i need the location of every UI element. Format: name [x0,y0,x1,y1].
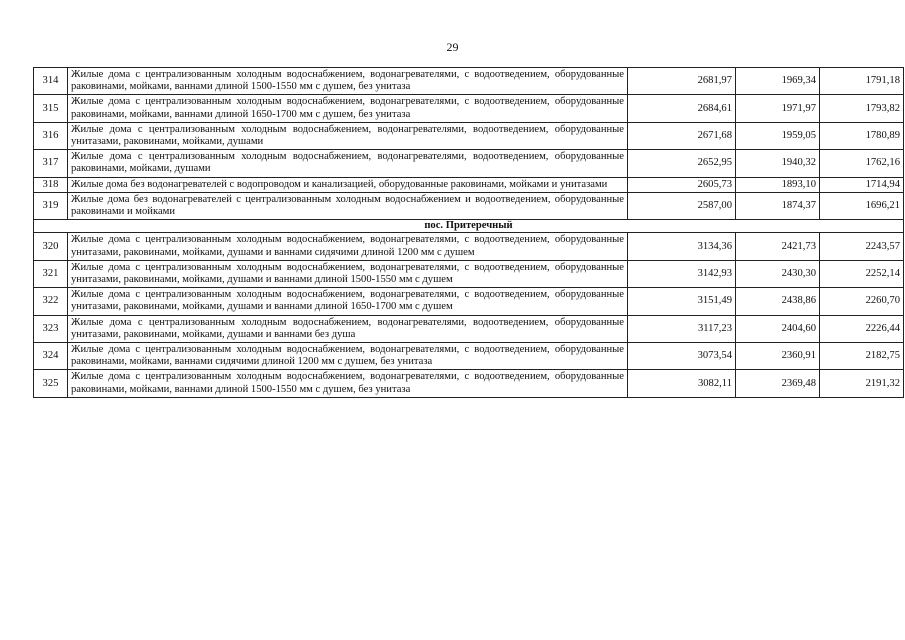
value-col-1: 2681,97 [628,68,736,95]
section-row [34,220,904,233]
value-col-2: 2421,73 [736,233,820,260]
table-row [34,122,904,149]
table-row [34,177,904,192]
value-col-3: 1793,82 [820,95,904,122]
row-description: Жилые дома без водонагревателей с централизованным холодным водоснабжением и водоотведением, оборудованные раковинами и мойками [68,192,628,219]
row-number: 324 [34,343,68,370]
table-body-top [34,68,904,220]
row-number: 316 [34,122,68,149]
value-col-3: 1791,18 [820,68,904,95]
row-number: 318 [34,177,68,192]
value-col-2: 1874,37 [736,192,820,219]
row-number: 320 [34,233,68,260]
value-col-2: 2404,60 [736,315,820,342]
value-col-2: 2360,91 [736,343,820,370]
value-col-3: 1696,21 [820,192,904,219]
value-col-3: 1762,16 [820,150,904,177]
row-description: Жилые дома с централизованным холодным водоснабжением, водонагревателями, с водоотведением, оборудованные унитазами, раковинами, мойками, душами и ваннами сидячими длиной 1200 мм с душем [68,233,628,260]
value-col-1: 2587,00 [628,192,736,219]
value-col-1: 3117,23 [628,315,736,342]
table-row [34,315,904,342]
value-col-2: 1959,05 [736,122,820,149]
value-col-2: 1940,32 [736,150,820,177]
table-row [34,370,904,397]
value-col-3: 2182,75 [820,343,904,370]
value-col-3: 2260,70 [820,288,904,315]
row-number: 315 [34,95,68,122]
value-col-3: 2191,32 [820,370,904,397]
value-col-3: 1780,89 [820,122,904,149]
value-col-1: 3142,93 [628,260,736,287]
value-col-3: 2252,14 [820,260,904,287]
section-header [34,220,904,233]
row-number: 325 [34,370,68,397]
table-row [34,95,904,122]
table-row [34,192,904,219]
value-col-2: 2430,30 [736,260,820,287]
table-body-bottom [34,233,904,397]
value-col-1: 3082,11 [628,370,736,397]
value-col-2: 1971,97 [736,95,820,122]
row-description: Жилые дома с централизованным холодным водоснабжением, водонагревателями, с водоотведением, оборудованные унитазами, раковинами, мойками, душами и ваннами длиной 1500-1550 мм с душем [68,260,628,287]
value-col-1: 2684,61 [628,95,736,122]
row-number: 314 [34,68,68,95]
table-row [34,288,904,315]
value-col-3: 2243,57 [820,233,904,260]
row-number: 319 [34,192,68,219]
row-description: Жилые дома с централизованным холодным водоснабжением, водонагревателями, с водоотведением, оборудованные унитазами, раковинами, мойками, душами и ваннами длиной 1650-1700 мм с душем [68,288,628,315]
value-col-2: 1893,10 [736,177,820,192]
table-row [34,68,904,95]
value-col-2: 2369,48 [736,370,820,397]
row-description: Жилые дома с централизованным холодным водоснабжением, водонагревателями, водоотведением, оборудованные унитазами, раковинами, мойками, душами [68,122,628,149]
value-col-3: 2226,44 [820,315,904,342]
value-col-1: 3073,54 [628,343,736,370]
table-row [34,233,904,260]
row-number: 323 [34,315,68,342]
table-row [34,150,904,177]
table-row [34,343,904,370]
value-col-2: 2438,86 [736,288,820,315]
row-description: Жилые дома с централизованным холодным водоснабжением, водонагревателями, водоотведением, оборудованные раковинами, мойками, душами [68,150,628,177]
value-col-3: 1714,94 [820,177,904,192]
row-description: Жилые дома с централизованным холодным водоснабжением, водонагревателями, с водоотведением, оборудованные раковинами, мойками, ваннами длиной 1650-1700 мм с душем, без унитаза [68,95,628,122]
row-description: Жилые дома с централизованным холодным водоснабжением, водонагревателями, с водоотведением, оборудованные раковинами, мойками, ваннами сидячими длиной 1200 мм с душем, без унитаза [68,343,628,370]
row-number: 322 [34,288,68,315]
value-col-1: 2605,73 [628,177,736,192]
tariff-table [33,67,904,398]
value-col-1: 2652,95 [628,150,736,177]
row-number: 317 [34,150,68,177]
row-description: Жилые дома с централизованным холодным водоснабжением, водонагревателями, водоотведением, оборудованные унитазами, раковинами, мойками, душами и ваннами без душа [68,315,628,342]
row-number: 321 [34,260,68,287]
value-col-2: 1969,34 [736,68,820,95]
value-col-1: 3134,36 [628,233,736,260]
row-description: Жилые дома без водонагревателей с водопроводом и канализацией, оборудованные раковинами, мойками и унитазами [68,177,628,192]
row-description: Жилые дома с централизованным холодным водоснабжением, водонагревателями, с водоотведением, оборудованные раковинами, мойками, ваннами длиной 1500-1550 мм с душем, без унитаза [68,68,628,95]
value-col-1: 2671,68 [628,122,736,149]
row-description: Жилые дома с централизованным холодным водоснабжением, водонагревателями, с водоотведением, оборудованные раковинами, мойками, ваннами длиной 1500-1550 мм с душем, без унитаза [68,370,628,397]
page-number: 29 [446,40,459,54]
table-row [34,260,904,287]
section-title: пос. Притеречный [34,220,904,233]
value-col-1: 3151,49 [628,288,736,315]
